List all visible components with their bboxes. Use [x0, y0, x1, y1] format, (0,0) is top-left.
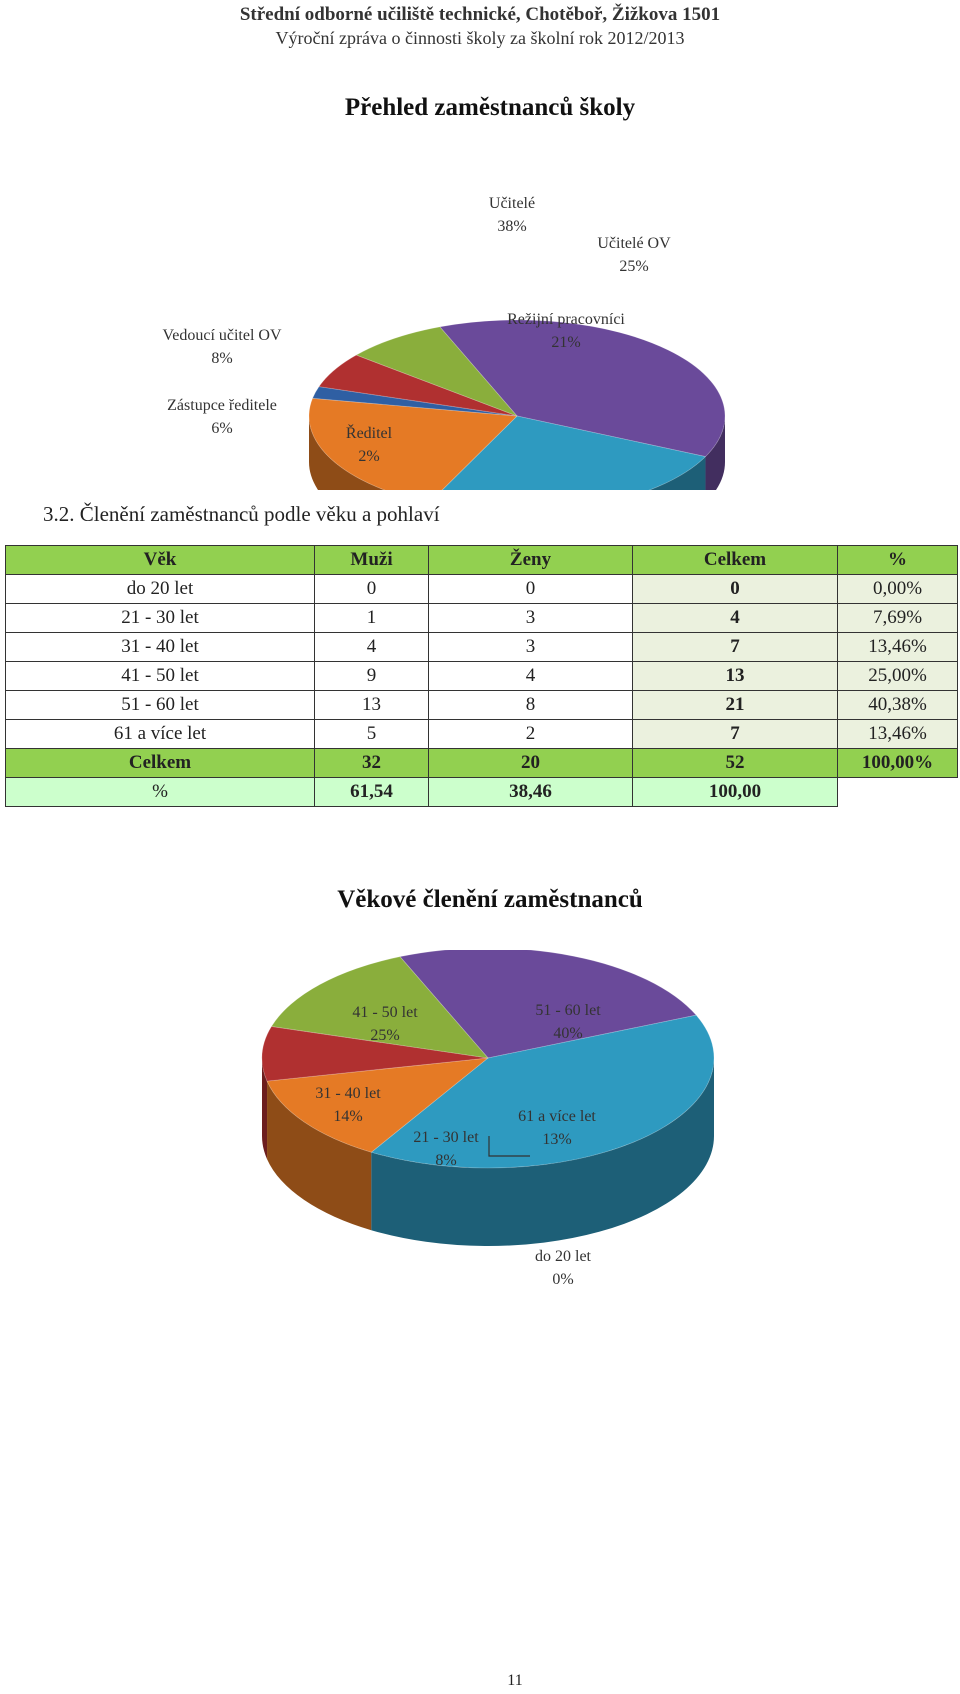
cell-celkem: 7	[633, 720, 838, 749]
document-header-report: Výroční zpráva o činnosti školy za školní rok 2012/2013	[275, 28, 685, 48]
cell-percent: 25,00%	[838, 662, 958, 691]
cell-celkem: 7	[633, 633, 838, 662]
cell-zeny: 8	[429, 691, 633, 720]
section-heading: 3.2. Členění zaměstnanců podle věku a pohlaví	[43, 502, 440, 526]
total-label: Celkem	[6, 749, 315, 778]
percent-celkem: 100,00	[633, 778, 838, 807]
total-zeny: 20	[429, 749, 633, 778]
cell-celkem: 13	[633, 662, 838, 691]
cell-celkem: 0	[633, 575, 838, 604]
table-row	[6, 720, 958, 749]
pie-label-51-60-let: 51 - 60 let 40%	[535, 1002, 601, 1042]
pie-label-ucitele-ov: Učitelé OV 25%	[597, 235, 671, 275]
table-row	[6, 604, 958, 633]
table-row	[6, 575, 958, 604]
percent-muzi: 61,54	[315, 778, 429, 807]
total-percent: 100,00%	[838, 749, 958, 778]
header-vek: Věk	[6, 546, 315, 575]
cell-muzi: 13	[315, 691, 429, 720]
cell-zeny: 4	[429, 662, 633, 691]
header-zeny: Ženy	[429, 546, 633, 575]
age-gender-table	[5, 545, 958, 807]
pie-label-vedouci-ucitel-ov: Vedoucí učitel OV 8%	[162, 327, 282, 367]
cell-percent: 40,38%	[838, 691, 958, 720]
pie-label-31-40-let: 31 - 40 let 14%	[315, 1085, 381, 1125]
header-muzi: Muži	[315, 546, 429, 575]
pie-label-do-20-let: do 20 let 0%	[535, 1248, 591, 1288]
cell-muzi: 5	[315, 720, 429, 749]
chart1-title: Přehled zaměstnanců školy	[344, 94, 636, 121]
percent-empty	[838, 778, 958, 807]
chart2-title: Věkové členění zaměstnanců	[337, 886, 643, 913]
table-row	[6, 691, 958, 720]
pie-label-reditel: Ředitel 2%	[345, 425, 393, 465]
cell-vek: 41 - 50 let	[6, 662, 315, 691]
cell-zeny: 3	[429, 604, 633, 633]
cell-vek: 61 a více let	[6, 720, 315, 749]
cell-vek: 51 - 60 let	[6, 691, 315, 720]
cell-muzi: 1	[315, 604, 429, 633]
table-row	[6, 662, 958, 691]
cell-vek: do 20 let	[6, 575, 315, 604]
cell-vek: 31 - 40 let	[6, 633, 315, 662]
cell-muzi: 9	[315, 662, 429, 691]
header-percent: %	[838, 546, 958, 575]
table-header-row	[6, 546, 958, 575]
cell-percent: 0,00%	[838, 575, 958, 604]
cell-percent: 7,69%	[838, 604, 958, 633]
percent-zeny: 38,46	[429, 778, 633, 807]
cell-zeny: 0	[429, 575, 633, 604]
table-row	[6, 633, 958, 662]
chart1-pie	[0, 160, 960, 490]
cell-percent: 13,46%	[838, 633, 958, 662]
document-header-school: Střední odborné učiliště technické, Chotěboř, Žižkova 1501	[239, 4, 721, 25]
cell-muzi: 0	[315, 575, 429, 604]
chart2-pie	[0, 950, 960, 1330]
cell-zeny: 3	[429, 633, 633, 662]
cell-vek: 21 - 30 let	[6, 604, 315, 633]
pie-label-rezijni-pracovnici: Režijní pracovníci 21%	[507, 311, 625, 351]
cell-zeny: 2	[429, 720, 633, 749]
pie-label-ucitele: Učitelé 38%	[488, 195, 536, 235]
cell-celkem: 21	[633, 691, 838, 720]
total-celkem: 52	[633, 749, 838, 778]
pie-label-21-30-let: 21 - 30 let 8%	[413, 1129, 479, 1169]
cell-celkem: 4	[633, 604, 838, 633]
cell-percent: 13,46%	[838, 720, 958, 749]
pie-label-zastupce-reditele: Zástupce ředitele 6%	[167, 397, 277, 437]
page-number: 11	[507, 1672, 523, 1689]
pie-label-61-a-vice-let: 61 a více let 13%	[518, 1108, 596, 1148]
pie-label-41-50-let: 41 - 50 let 25%	[352, 1004, 418, 1044]
header-celkem: Celkem	[633, 546, 838, 575]
percent-label: %	[6, 778, 315, 807]
cell-muzi: 4	[315, 633, 429, 662]
total-muzi: 32	[315, 749, 429, 778]
table-total-row	[6, 749, 958, 778]
table-percent-row	[6, 778, 958, 807]
